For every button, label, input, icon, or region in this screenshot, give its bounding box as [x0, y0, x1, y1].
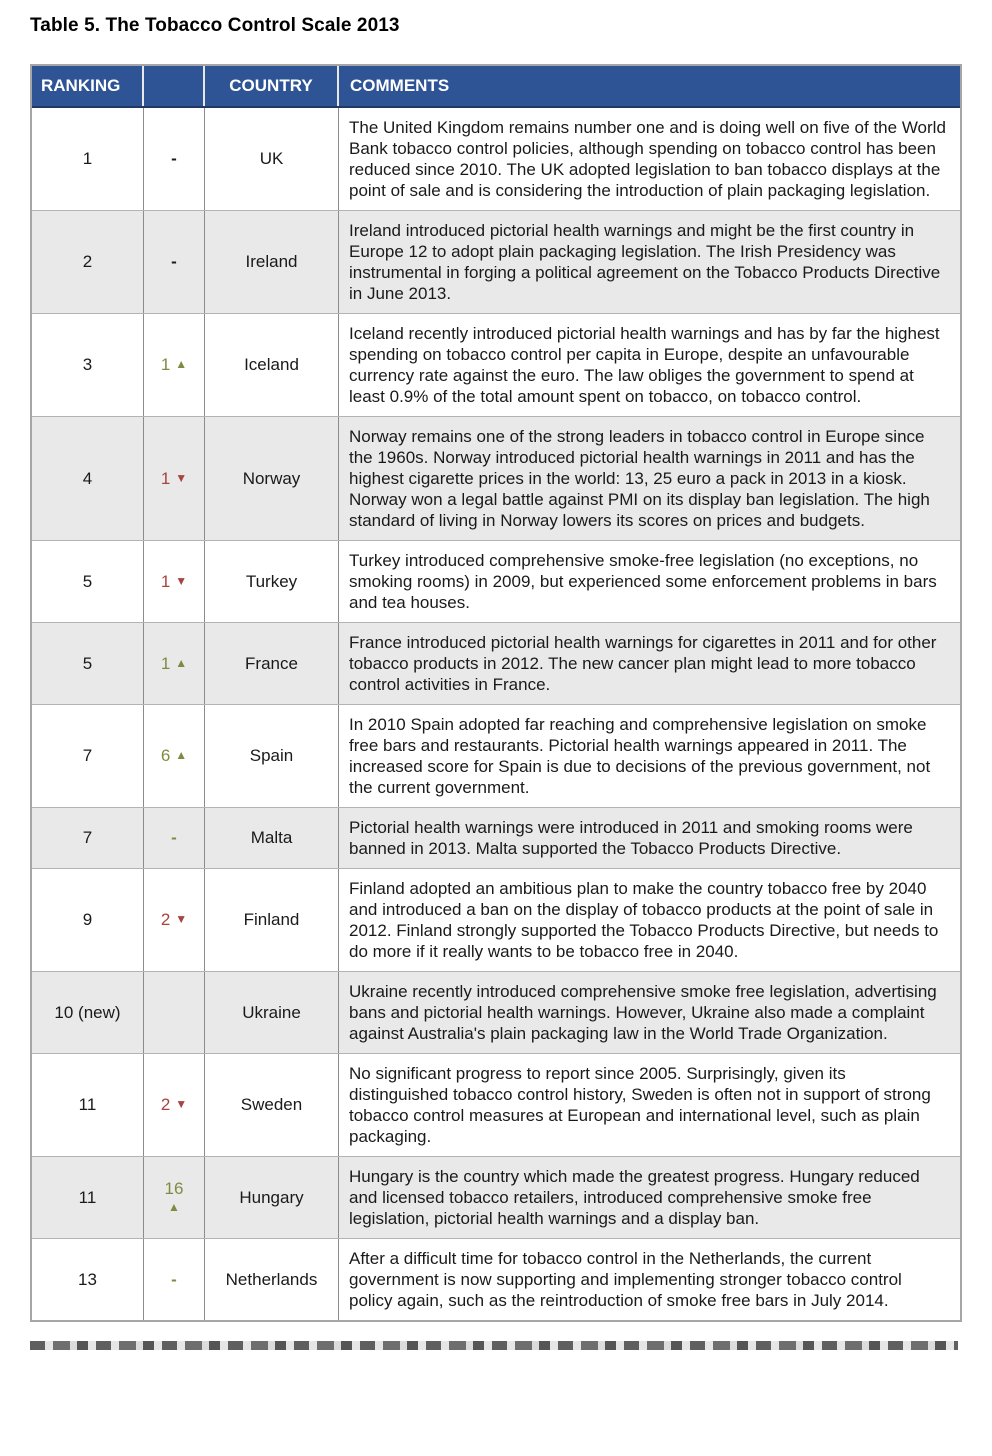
country-name: Hungary: [239, 1187, 304, 1207]
comments-cell: [339, 808, 960, 868]
ranking-cell: [32, 972, 144, 1053]
comment-text: Pictorial health warnings were introduced in 2011 and smoking rooms were banned in 2013. Malta supported the Tobacco Products Directive.: [349, 818, 913, 858]
country-cell: [205, 1157, 339, 1238]
up-arrow-icon: ▲: [175, 655, 188, 670]
comments-cell: [339, 1239, 960, 1320]
movement-cell: [144, 623, 205, 704]
movement-cell: [144, 1239, 205, 1320]
country-name: Turkey: [245, 571, 298, 591]
comment-text: Norway remains one of the strong leaders in tobacco control in Europe since the 1960s. Norway introduced pictorial health warnings in 2011 and has the highest cigarette prices in the world: 13, 25 euro a pack in 2013 in a kiosk. Norway won a legal battle against PMI on its display ban legislation. The high standard of living in Norway lowers its scores on prices and budgets.: [349, 427, 930, 530]
country-name: Spain: [249, 746, 294, 765]
page-title: Table 5. The Tobacco Control Scale 2013: [30, 15, 400, 36]
comment-text: France introduced pictorial health warnings for cigarettes in 2011 and for other tobacco products in 2012. The new cancer plan might lead to more tobacco control activities in France.: [349, 633, 937, 694]
header-country: COUNTRY: [205, 66, 339, 106]
country-name: Finland: [243, 910, 300, 929]
comments-cell: [339, 705, 960, 807]
comments-cell: [339, 972, 960, 1053]
ranking-cell: [32, 108, 144, 210]
comments-cell: [339, 1054, 960, 1156]
ranking-cell: [32, 211, 144, 313]
down-arrow-icon: ▼: [175, 573, 188, 588]
movement-cell: [144, 417, 205, 540]
ranking-cell: [32, 1157, 144, 1238]
ranking-value: 9: [82, 910, 93, 929]
movement-cell: [144, 705, 205, 807]
country-name: Malta: [250, 828, 293, 847]
table-row: [32, 622, 960, 704]
movement-value: 1: [160, 653, 171, 673]
movement-cell: [144, 808, 205, 868]
table-row: [32, 971, 960, 1053]
dash-icon: -: [171, 252, 177, 271]
country-cell: [205, 541, 339, 622]
comments-cell: [339, 541, 960, 622]
country-cell: [205, 705, 339, 807]
movement-cell: [144, 108, 205, 210]
movement-value: 6: [160, 746, 171, 765]
ranking-value: 7: [82, 828, 93, 847]
country-name: UK: [259, 149, 284, 168]
table-body: [32, 108, 960, 1320]
table-row: [32, 704, 960, 807]
movement-cell: [144, 314, 205, 416]
country-name: Norway: [242, 468, 301, 488]
comments-cell: [339, 211, 960, 313]
comments-cell: [339, 1157, 960, 1238]
ranking-value: 10 (new): [54, 1002, 121, 1022]
ranking-value: 7: [82, 746, 93, 765]
up-arrow-icon: ▲: [175, 357, 188, 371]
movement-cell: [144, 1054, 205, 1156]
country-cell: [205, 417, 339, 540]
ranking-value: 5: [82, 571, 93, 591]
table-row: [32, 540, 960, 622]
up-arrow-icon: ▲: [168, 1199, 180, 1214]
table-row: [32, 313, 960, 416]
comment-text: Iceland recently introduced pictorial health warnings and has by far the highest spending on tobacco control per capita in Europe, despite an unfavourable currency rate against the euro. The law obliges the government to spend at least 0.9% of the total amount spent on tobacco, on tobacco control.: [349, 324, 940, 406]
comment-text: Turkey introduced comprehensive smoke-free legislation (no exceptions, no smoking rooms) in 2009, but experienced some enforcement problems in bars and tea houses.: [349, 551, 937, 612]
comment-text: After a difficult time for tobacco control in the Netherlands, the current government is now supporting and implementing stronger tobacco control policy again, such as the reintroduction of smoke free bars in July 2014.: [349, 1249, 902, 1310]
ranking-value: 11: [78, 1187, 97, 1207]
comments-cell: [339, 314, 960, 416]
ranking-value: 5: [82, 653, 93, 673]
country-cell: [205, 869, 339, 971]
comments-cell: [339, 417, 960, 540]
country-cell: [205, 108, 339, 210]
header-ranking: RANKING: [32, 66, 144, 106]
comment-text: Ukraine recently introduced comprehensive smoke free legislation, advertising bans and pictorial health warnings. However, Ukraine also made a complaint against Australia's plain packaging law in the World Trade Organization.: [349, 982, 937, 1043]
ranking-cell: [32, 541, 144, 622]
ranking-value: 11: [78, 1095, 97, 1114]
up-arrow-icon: ▲: [175, 748, 188, 762]
ranking-cell: [32, 623, 144, 704]
movement-cell: [144, 869, 205, 971]
country-cell: [205, 1239, 339, 1320]
movement-cell: [144, 972, 205, 1053]
country-name: Ukraine: [242, 1002, 301, 1022]
down-arrow-icon: ▼: [175, 470, 188, 485]
country-cell: [205, 314, 339, 416]
dash-icon: -: [171, 828, 177, 847]
movement-value: 1: [160, 571, 171, 591]
ranking-cell: [32, 417, 144, 540]
ranking-value: 3: [82, 355, 93, 374]
comment-text: In 2010 Spain adopted far reaching and comprehensive legislation on smoke free bars and restaurants. Pictorial health warnings appeared in 2011. The increased score for Spain is due to decisions of the previous government, not the current government.: [349, 715, 931, 797]
comment-text: The United Kingdom remains number one and is doing well on five of the World Bank tobacco control policies, although spending on tobacco control has been reduced since 2010. The UK adopted legislation to ban tobacco displays at the point of sale and is considering the introduction of plain packaging legislation.: [349, 118, 946, 200]
header-comments: COMMENTS: [350, 76, 450, 95]
movement-cell: [144, 1157, 205, 1238]
movement-value: 2: [160, 910, 171, 929]
country-cell: [205, 1054, 339, 1156]
country-cell: [205, 808, 339, 868]
movement-value: 1: [160, 468, 171, 488]
dash-icon: -: [171, 149, 177, 168]
table-row: [32, 1053, 960, 1156]
country-name: Ireland: [245, 252, 298, 271]
comments-cell: [339, 108, 960, 210]
table-header-row: [32, 66, 960, 108]
comments-cell: [339, 869, 960, 971]
table-row: [32, 1238, 960, 1320]
table-row: [32, 108, 960, 210]
ranking-cell: [32, 869, 144, 971]
tobacco-control-scale-table: [30, 64, 962, 1322]
comments-cell: [339, 623, 960, 704]
comment-text: Hungary is the country which made the greatest progress. Hungary reduced and licensed tobacco retailers, introduced comprehensive smoke free legislation, pictorial health warnings and a display ban.: [349, 1167, 920, 1228]
movement-cell: [144, 211, 205, 313]
table-row: [32, 1156, 960, 1238]
ranking-value: 4: [82, 468, 93, 488]
down-arrow-icon: ▼: [175, 1097, 188, 1111]
table-row: [32, 868, 960, 971]
table-row: [32, 416, 960, 540]
country-name: Iceland: [244, 355, 299, 374]
movement-value: 1: [160, 355, 171, 374]
movement-value: 16: [164, 1178, 184, 1198]
dash-icon: -: [171, 1269, 177, 1289]
movement-value: 2: [160, 1095, 171, 1114]
country-cell: [205, 623, 339, 704]
country-cell: [205, 972, 339, 1053]
country-name: Sweden: [240, 1095, 303, 1114]
down-arrow-icon: ▼: [175, 912, 188, 926]
ranking-value: 2: [82, 252, 93, 271]
ranking-cell: [32, 1054, 144, 1156]
ranking-cell: [32, 1239, 144, 1320]
comment-text: Finland adopted an ambitious plan to make the country tobacco free by 2040 and introduced a ban on the display of tobacco products at the point of sale in 2012. Finland strongly supported the Tobacco Products Directive, but needs to do more if it really wants to be tobacco free in 2040.: [349, 879, 939, 961]
movement-cell: [144, 541, 205, 622]
ranking-cell: [32, 314, 144, 416]
country-name: France: [245, 653, 298, 673]
table-row: [32, 210, 960, 313]
country-name: Netherlands: [225, 1269, 318, 1289]
country-cell: [205, 211, 339, 313]
ranking-value: 13: [78, 1269, 97, 1289]
comment-text: Ireland introduced pictorial health warnings and might be the first country in Europe 12 to adopt plain packaging legislation. The Irish Presidency was instrumental in forging a political agreement on the Tobacco Products Directive in June 2013.: [349, 221, 941, 303]
ranking-cell: [32, 808, 144, 868]
cutoff-next-row-strip: [30, 1341, 958, 1350]
table-row: [32, 807, 960, 868]
ranking-cell: [32, 705, 144, 807]
header-movement: [144, 66, 205, 106]
ranking-value: 1: [82, 149, 93, 168]
comment-text: No significant progress to report since 2005. Surprisingly, given its distinguished tobacco control history, Sweden is often not in support of strong tobacco control measures at European and international level, such as plain packaging.: [349, 1064, 931, 1146]
